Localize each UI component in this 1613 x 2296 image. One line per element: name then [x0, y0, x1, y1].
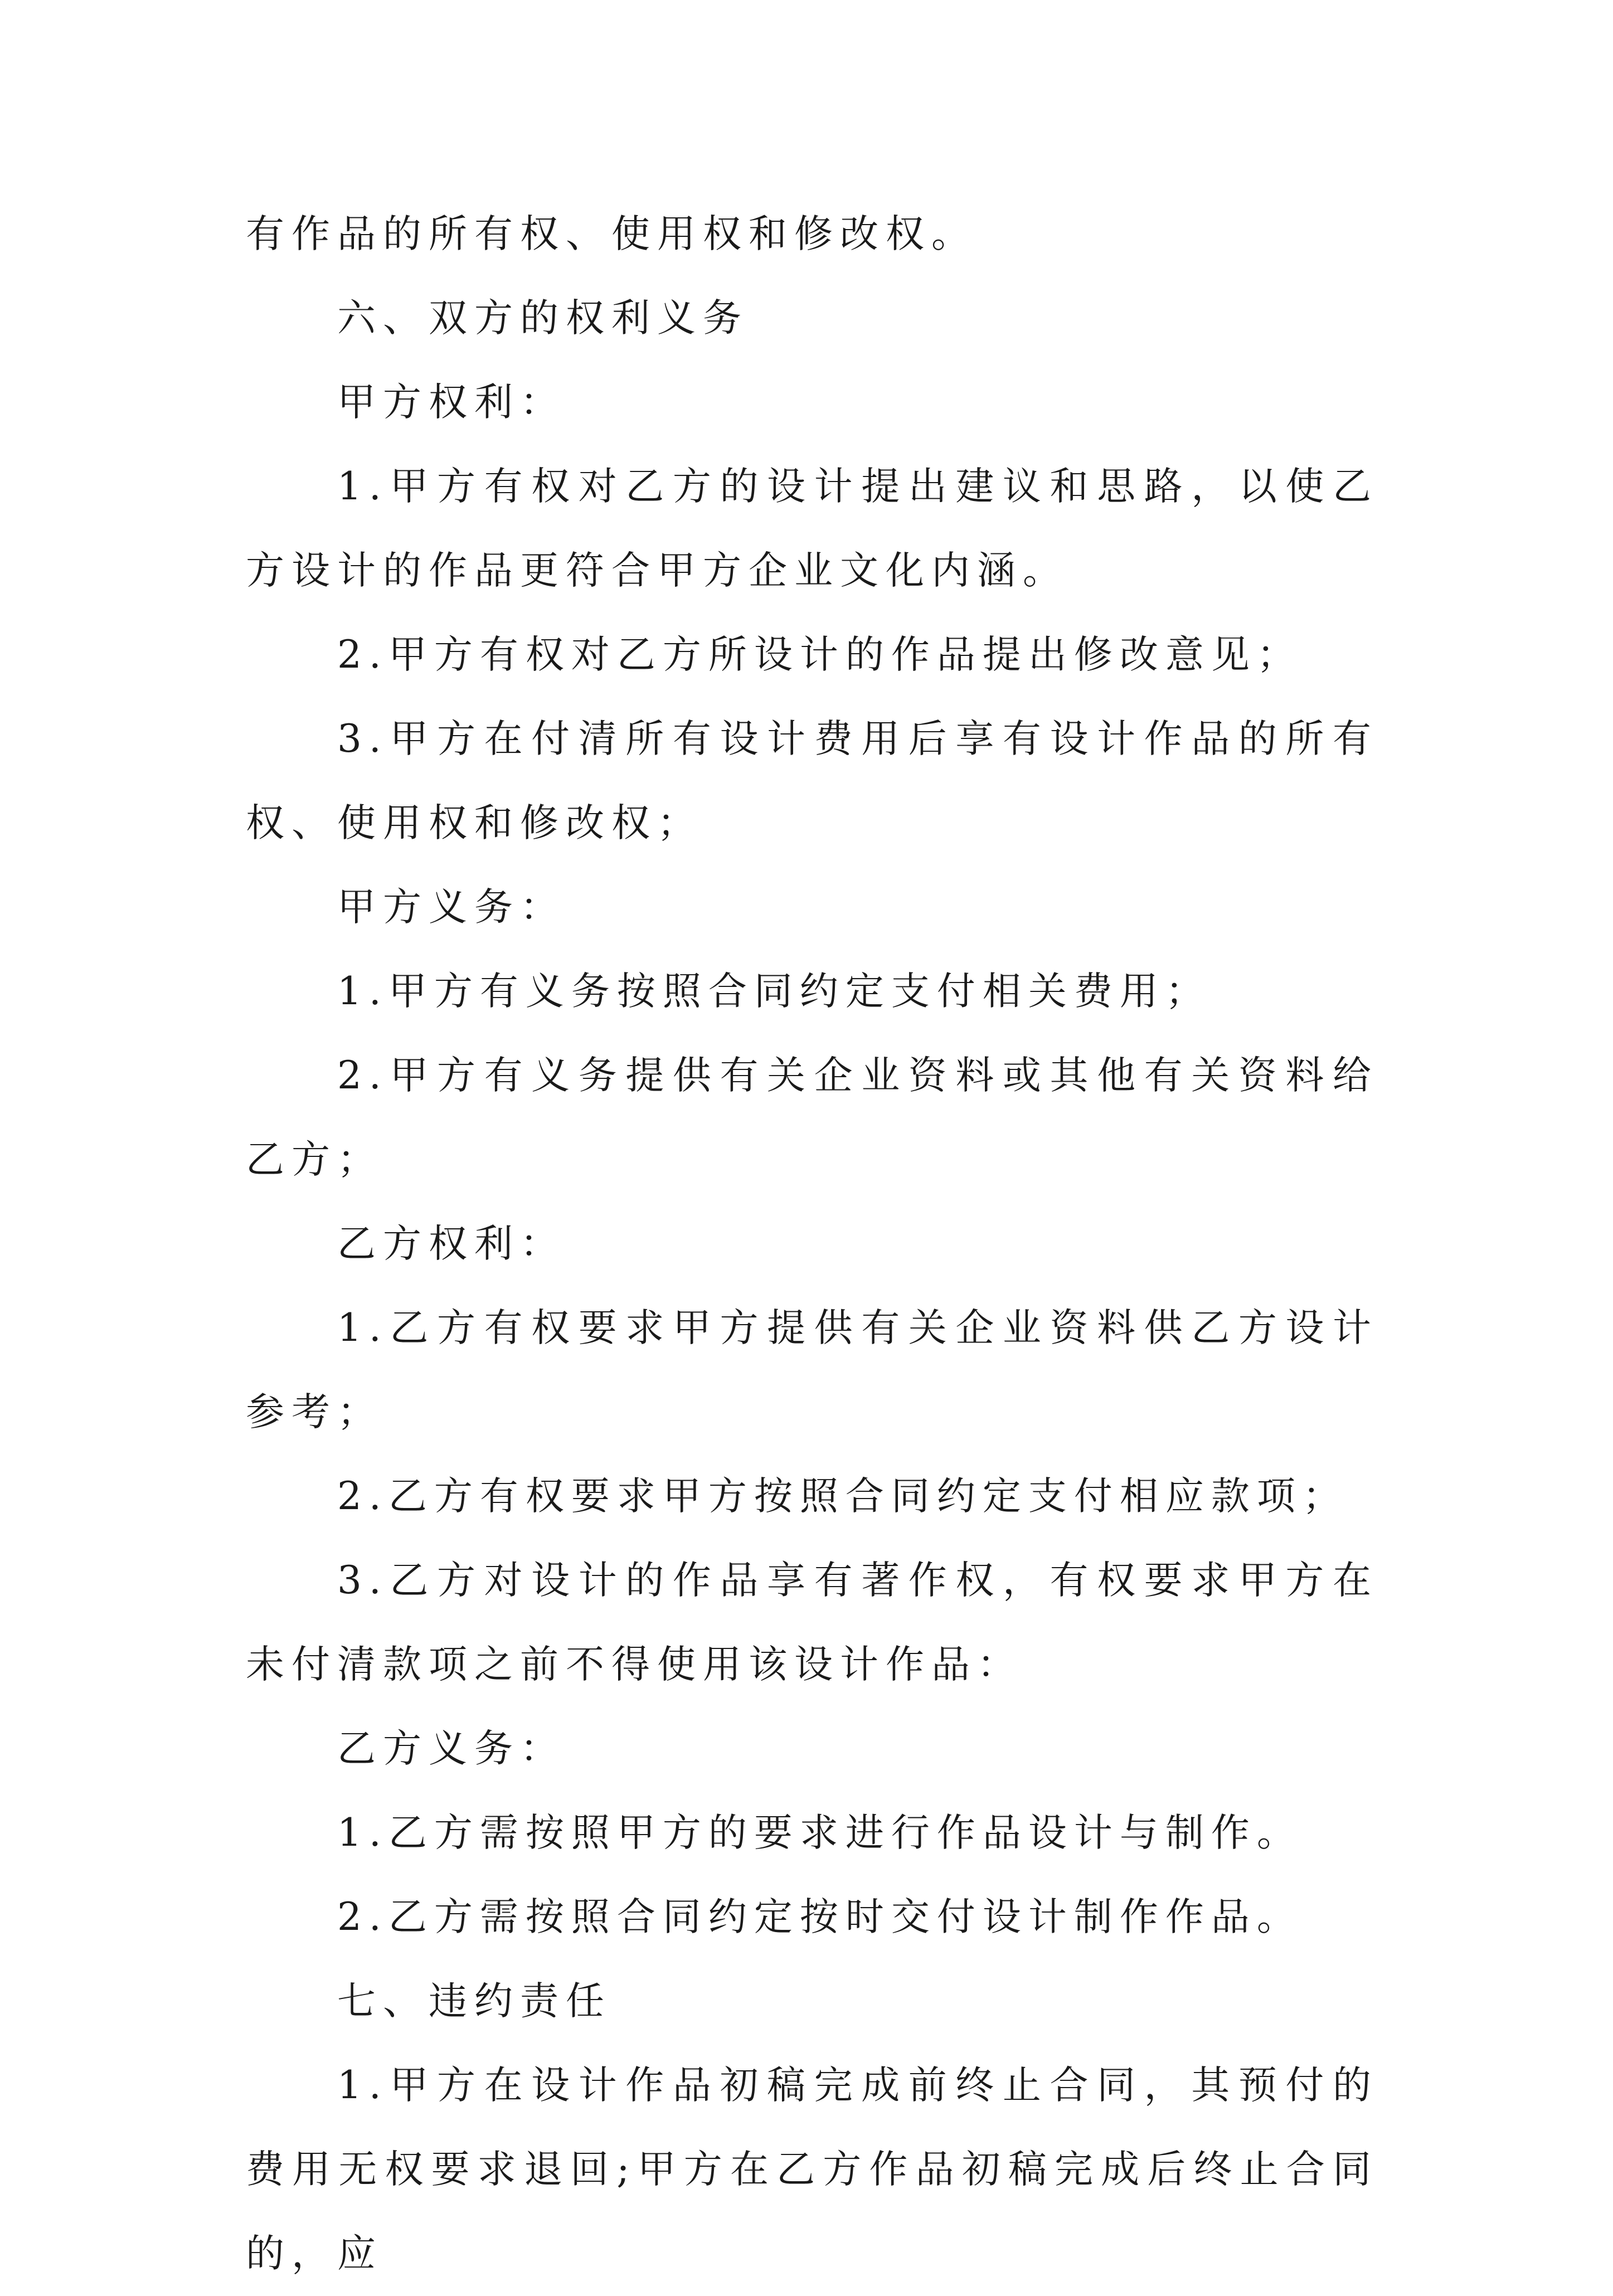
paragraph: 1.甲方在设计作品初稿完成前终止合同，其预付的费用无权要求退回;甲方在乙方作品初稿完成后终止合同的，应 [246, 2063, 1378, 2276]
paragraph: 2.乙方有权要求甲方按照合同约定支付相应款项； [337, 1474, 1348, 1519]
subheading-party-a-rights: 甲方权利： [337, 380, 566, 425]
paragraph: 1.甲方有权对乙方的设计提出建议和思路，以使乙方设计的作品更符合甲方企业文化内涵。 [246, 464, 1378, 593]
subheading-party-b-obligations: 乙方义务： [337, 1726, 566, 1771]
paragraph: 1.甲方有义务按照合同约定支付相关费用； [337, 969, 1211, 1014]
subheading-party-a-obligations: 甲方义务： [337, 885, 566, 930]
paragraph: 2.乙方需按照合同约定按时交付设计制作作品。 [337, 1895, 1303, 1939]
section-heading-rights-obligations: 六、双方的权利义务 [337, 296, 749, 340]
paragraph: 2.甲方有权对乙方所设计的作品提出修改意见； [337, 633, 1303, 677]
paragraph: 1.乙方需按照甲方的要求进行作品设计与制作。 [337, 1811, 1303, 1855]
paragraph: 2.甲方有义务提供有关企业资料或其他有关资料给乙方； [246, 1053, 1378, 1182]
paragraph: 有作品的所有权、使用权和修改权。 [246, 212, 977, 256]
paragraph: 1.乙方有权要求甲方提供有关企业资料供乙方设计参考； [246, 1306, 1378, 1434]
paragraph: 3.甲方在付清所有设计费用后享有设计作品的所有权、使用权和修改权； [246, 717, 1378, 845]
section-heading-breach-liability: 七、违约责任 [337, 1979, 611, 2023]
paragraph: 3.乙方对设计的作品享有著作权，有权要求甲方在未付清款项之前不得使用该设计作品： [246, 1558, 1378, 1687]
document-body [246, 192, 1378, 2296]
subheading-party-b-rights: 乙方权利： [337, 1222, 566, 1266]
